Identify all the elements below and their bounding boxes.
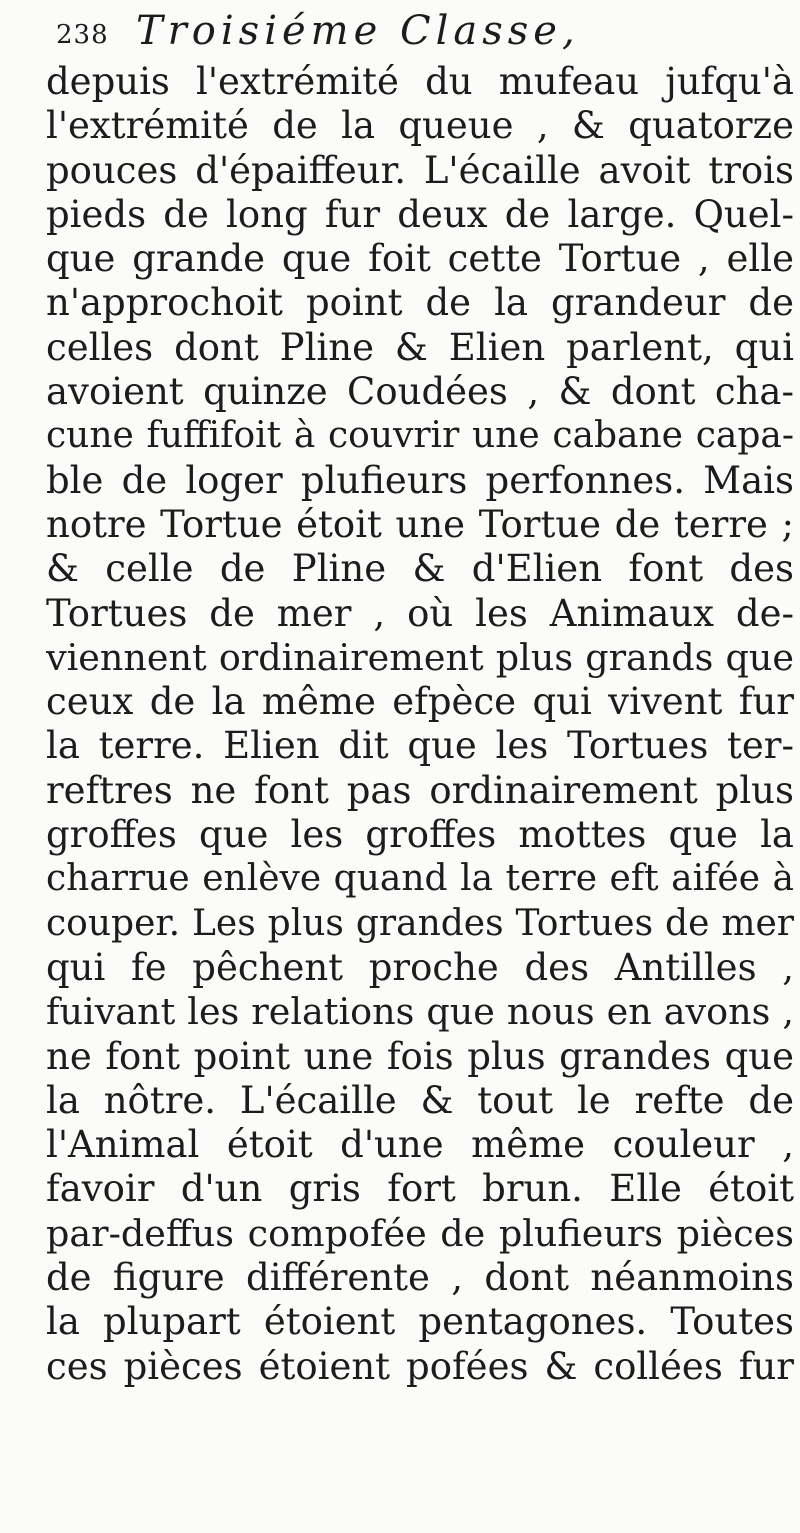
text-line: de figure différente , dont néanmoins [46,1256,794,1300]
text-line: ne font point une fois plus grandes que [46,1034,794,1078]
text-line: charrue enlève quand la terre eft aifée à [46,858,794,900]
text-line: & celle de Pline & d'Elien font des [46,547,794,591]
text-line: pieds de long fur deux de large. Quel- [46,192,794,236]
text-line: l'extrémité de la queue , & quatorze [46,104,794,148]
text-line: n'approchoit point de la grandeur de [46,281,794,325]
text-line: groffes que les groffes mottes que la [46,813,794,857]
text-line: favoir d'un gris fort brun. Elle étoit [46,1167,794,1211]
text-line: viennent ordinairement plus grands que [46,635,794,679]
text-line: celles dont Pline & Elien parlent, qui [46,325,794,369]
text-line: la terre. Elien dit que les Tortues ter- [46,724,794,768]
text-line: ble de loger plufieurs perfonnes. Mais [46,458,794,502]
running-head: Troisiéme Classe, [136,8,580,54]
text-line: que grande que foit cette Tortue , elle [46,237,794,281]
text-line: notre Tortue étoit une Tortue de terre ; [46,502,794,546]
page-header [48,6,788,58]
text-line: cune fuffifoit à couvrir une cabane capa- [46,415,794,457]
page-number: 238 [56,20,109,50]
text-line: fuivant les relations que nous en avons , [46,990,794,1034]
text-line: qui fe pêchent proche des Antilles , [46,945,794,989]
text-line: ceux de la même efpèce qui vivent fur [46,680,794,724]
text-line: depuis l'extrémité du mufeau jufqu'à [46,60,794,103]
text-line: par-deffus compofée de plufieurs pièces [46,1211,794,1255]
text-line: couper. Les plus grandes Tortues de mer [46,902,794,944]
text-line: avoient quinze Coudées , & dont cha- [46,370,794,414]
text-line: la plupart étoient pentagones. Toutes [46,1300,794,1344]
text-line: Tortues de mer , où les Animaux de- [46,591,794,635]
body-text [46,60,794,1389]
text-line: reftres ne font pas ordinairement plus [46,768,794,812]
text-line: pouces d'épaiffeur. L'écaille avoit trois [46,148,794,192]
text-line: l'Animal étoit d'une même couleur , [46,1123,794,1167]
text-line: ces pièces étoient pofées & collées fur [46,1344,794,1388]
text-line: la nôtre. L'écaille & tout le refte de [46,1078,794,1122]
